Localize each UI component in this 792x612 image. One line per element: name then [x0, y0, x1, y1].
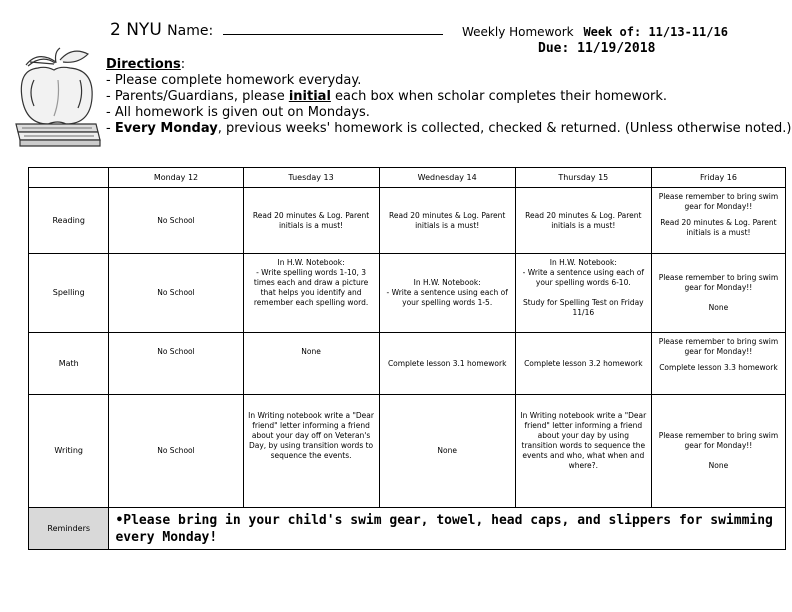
reading-thursday: Read 20 minutes & Log. Parent initials is a must! — [515, 188, 651, 254]
day-header-tuesday: Tuesday 13 — [243, 168, 379, 188]
directions-title-line: Directions: — [106, 57, 186, 72]
name-field-line — [223, 20, 443, 35]
spelling-tuesday: In H.W. Notebook: - Write spelling words 1-10, 3 times each and draw a picture that helps you identify and remember each spelling word. — [243, 254, 379, 333]
table-header-row — [29, 168, 786, 188]
math-wednesday: Complete lesson 3.1 homework — [379, 333, 515, 395]
spelling-friday: Please remember to bring swim gear for Monday!! None — [651, 254, 785, 333]
reading-monday: No School — [109, 188, 243, 254]
math-monday: No School — [109, 333, 243, 395]
weekly-homework-heading — [462, 25, 728, 39]
weekly-label: Weekly Homework — [462, 25, 574, 39]
writing-friday: Please remember to bring swim gear for Monday!! None — [651, 395, 785, 508]
spelling-monday: No School — [109, 254, 243, 333]
reminder-text: •Please bring in your child's swim gear, towel, head caps, and slippers for swimming every Monday! — [109, 508, 786, 550]
homework-table — [28, 167, 786, 550]
row-label-spelling: Spelling — [29, 254, 109, 333]
reading-row — [29, 188, 786, 254]
directions-title: Directions — [106, 57, 181, 72]
direction-line-4: - Every Monday, previous weeks' homework is collected, checked & returned. (Unless otherwise noted.) — [106, 121, 792, 136]
day-header-wednesday: Wednesday 14 — [379, 168, 515, 188]
direction-line-2: - Parents/Guardians, please initial each box when scholar completes their homework. — [106, 89, 668, 104]
math-friday: Please remember to bring swim gear for Monday!! Complete lesson 3.3 homework — [651, 333, 785, 395]
day-header-monday: Monday 12 — [109, 168, 243, 188]
week-of: Week of: 11/13-11/16 — [583, 25, 728, 39]
spelling-thursday: In H.W. Notebook: - Write a sentence using each of your spelling words 6-10. Study for Spelling Test on Friday 11/16 — [515, 254, 651, 333]
apple-books-icon — [8, 40, 106, 152]
header-empty-cell — [29, 168, 109, 188]
spelling-row — [29, 254, 786, 333]
spelling-wednesday: In H.W. Notebook: - Write a sentence using each of your spelling words 1-5. — [379, 254, 515, 333]
reminders-row — [29, 508, 786, 550]
due-date: Due: 11/19/2018 — [538, 41, 656, 56]
class-name: 2 NYU — [110, 20, 162, 40]
row-label-writing: Writing — [29, 395, 109, 508]
math-row — [29, 333, 786, 395]
writing-row — [29, 395, 786, 508]
row-label-math: Math — [29, 333, 109, 395]
writing-monday: No School — [109, 395, 243, 508]
row-label-reminders: Reminders — [29, 508, 109, 550]
reading-wednesday: Read 20 minutes & Log. Parent initials is a must! — [379, 188, 515, 254]
reading-tuesday: Read 20 minutes & Log. Parent initials is a must! — [243, 188, 379, 254]
math-thursday: Complete lesson 3.2 homework — [515, 333, 651, 395]
class-title — [110, 20, 443, 40]
name-label: Name: — [167, 23, 214, 39]
day-header-thursday: Thursday 15 — [515, 168, 651, 188]
reading-friday: Please remember to bring swim gear for Monday!! Read 20 minutes & Log. Parent initials is a must! — [651, 188, 785, 254]
row-label-reading: Reading — [29, 188, 109, 254]
direction-line-1: - Please complete homework everyday. — [106, 73, 362, 88]
math-tuesday: None — [243, 333, 379, 395]
writing-wednesday: None — [379, 395, 515, 508]
writing-tuesday: In Writing notebook write a "Dear friend" letter informing a friend about your day off on Veteran's Day, by using transition words to sequence the events. — [243, 395, 379, 508]
directions — [106, 57, 792, 137]
writing-thursday: In Writing notebook write a "Dear friend" letter informing a friend about your day by using transition words to sequence the events and who, what when and where?. — [515, 395, 651, 508]
direction-line-3: - All homework is given out on Mondays. — [106, 105, 370, 120]
day-header-friday: Friday 16 — [651, 168, 785, 188]
